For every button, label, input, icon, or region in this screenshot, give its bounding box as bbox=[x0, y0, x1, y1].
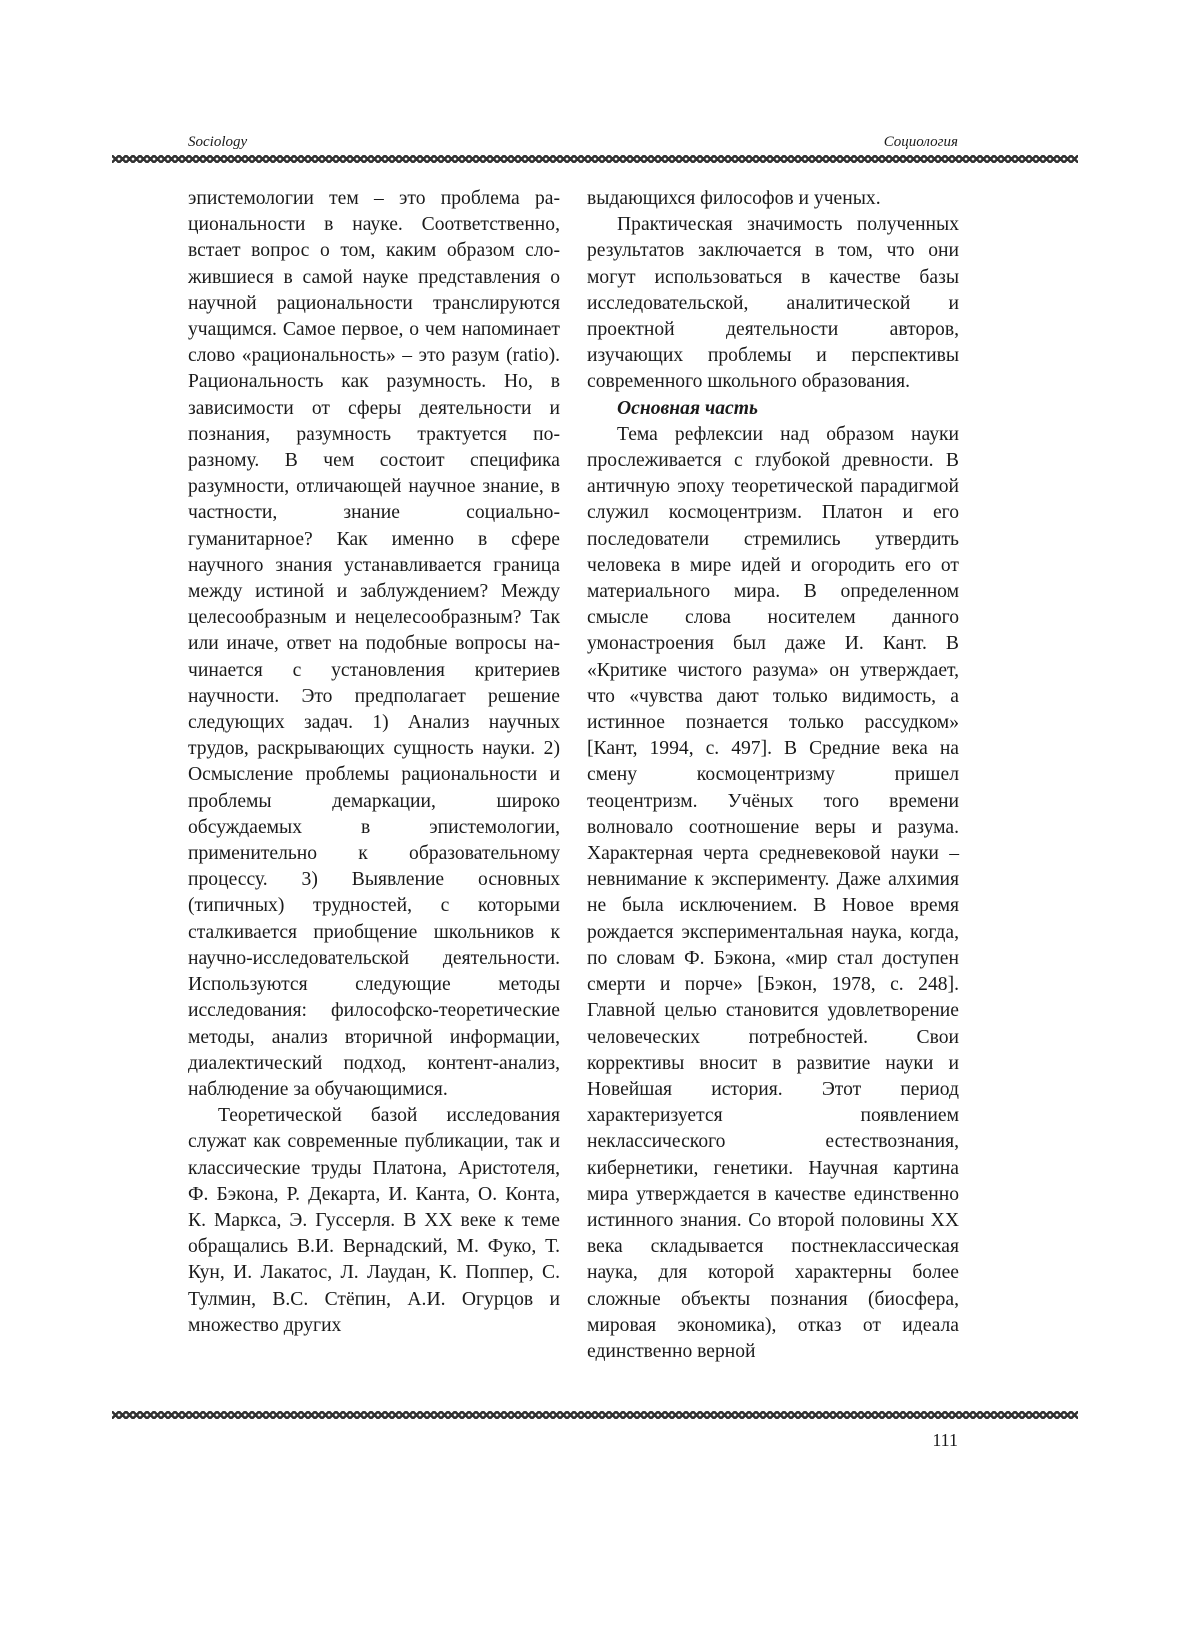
paragraph-theoretical-basis: Теоретической базой исследования служат как современные публикации, так и классические труды Платона, Аристотеля, Ф. Бэкона, Р. Декарта, И. Канта, О. Конта, К. Маркса, Э. Гуссерля. В XX веке к теме обращались В.И. Вернадский, М. Фуко, Т. Кун, И. Лакатос, Л. Лаудан, К. Поппер, С. Тулмин, В.С. Стёпин, А.И. Огурцов и множество других bbox=[188, 1105, 560, 1336]
section-heading-main-part: Основная часть bbox=[617, 397, 758, 419]
paragraph-continuation: эпистемологии тем – это проблема рациональности в науке. Соответственно, встает вопрос о том, каким образом сложившиеся в самой науке представления о научной рациональности транслируются учащимся. Самое первое, о чем напоминает слово «рациональность» – это разум (ratio). Рациональность как разумность. Но, в зависимости от сферы деятельности и познания, разумность трактуется по-разному. В чем состоит специфика разумности, отличающей научное знание, в частности, знание социально-гуманитарное? Как именно в сфере научного знания устанавливается граница между истиной и заблуждением? Между целесообразным и нецелесообразным? Так или иначе, ответ на подобные вопросы начинается с установления критериев научности. Это предполагает решение следующих задач. 1) Анализ научных трудов, раскрывающих сущность науки. 2) Осмысление проблемы рациональности и проблемы демаркации, широко обсуждаемых в эпистемологии, применительно к образовательному процессу. 3) Выявление основных (типичных) трудностей, с которыми сталкивается приобщение школьников к научно-исследовательской деятельности. Используются следующие методы исследования: философско-теоретические методы, анализ вторичной информации, диалектический подход, контент-анализ, наблюдение за обучающимися. bbox=[188, 188, 560, 1100]
bottom-ornamental-rule bbox=[112, 1411, 1078, 1421]
header-journal-en: Sociology bbox=[188, 134, 248, 150]
paragraph-main-part: Тема рефлексии над образом науки прослеживается с глубокой древности. В античную эпоху теоретической парадигмой служил космоцентризм. Платон и его последователи стремились утвердить человека в мире идей и огородить его от материального мира. В определенном смысле слова носителем данного умонастроения был даже И. Кант. В «Критике чистого разума» он утверждает, что «чувства дают только видимость, а истинное познается только рассудком» [Кант, 1994, с. 497]. В Средние века на смену космоцентризму пришел теоцентризм. Учёных того времени волновало соотношение веры и разума. Характерная черта средневековой науки – невнимание к эксперименту. Даже алхимия не была исключением. В Новое время рождается экспериментальная наука, когда, по словам Ф. Бэкона, «мир стал доступен смерти и порче» [Бэкон, 1978, с. 248]. Главной целью становится удовлетворение человеческих потребностей. Свои коррективы вносит в развитие науки и Новейшая история. Этот период характеризуется появлением неклассического естествознания, кибернетики, генетики. Научная картина мира утверждается в качестве единственно истинного знания. Со второй половины XX века складывается постнеклассическая наука, для которой характерны более сложные объекты познания (биосфера, мировая экономика), отказ от идеала единственно верной bbox=[587, 423, 959, 1362]
right-column bbox=[587, 186, 959, 1365]
page-number: 111 bbox=[932, 1430, 958, 1450]
paragraph-practical-significance: Практическая значимость полученных результатов заключается в том, что они могут использоваться в качестве базы исследовательской, аналитической и проектной деятельности авторов, изучающих проблемы и перспективы современного школьного образования. bbox=[587, 214, 959, 393]
header-journal-ru: Социология bbox=[883, 134, 958, 150]
running-header bbox=[188, 134, 958, 154]
paragraph-continuation-right: выдающихся философов и ученых. bbox=[587, 188, 881, 209]
top-ornamental-rule bbox=[112, 155, 1078, 165]
left-column bbox=[188, 186, 560, 1339]
